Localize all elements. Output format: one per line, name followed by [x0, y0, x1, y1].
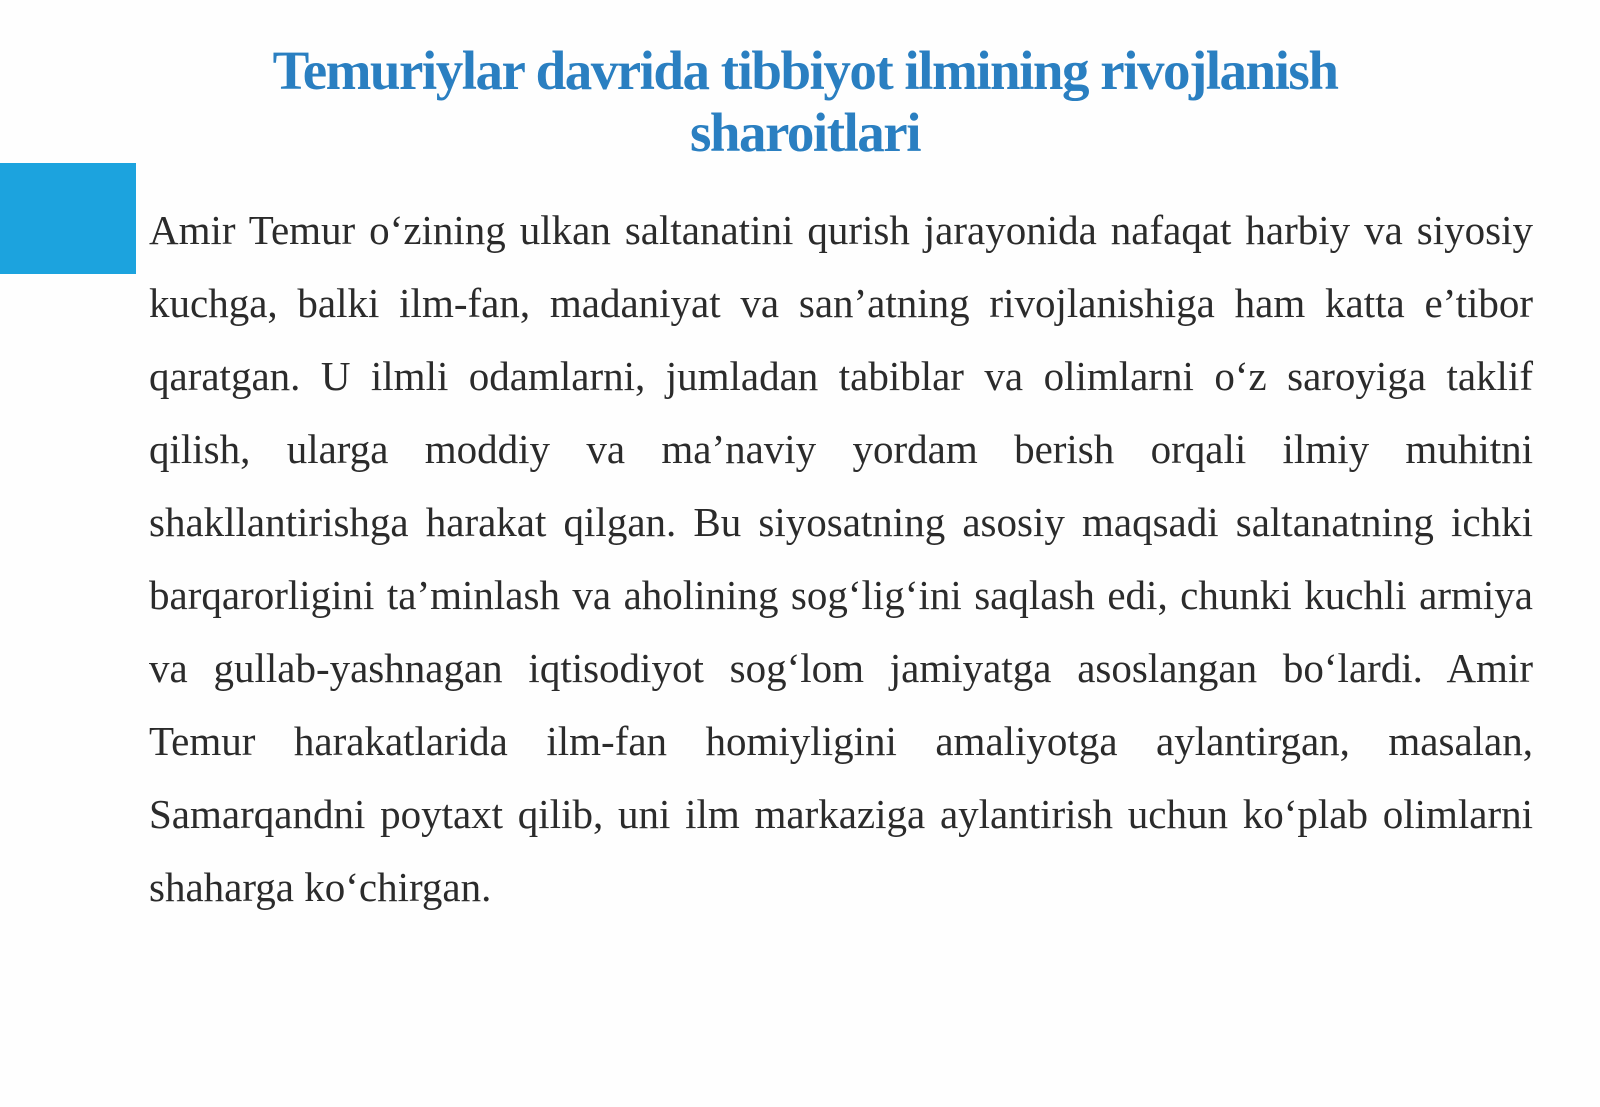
slide-title: Temuriylar davrida tibbiyot ilmining rivojlanish sharoitlari [272, 40, 1338, 163]
accent-block [0, 163, 136, 274]
slide-body-text: Amir Temur o‘zining ulkan saltanatini qurish jarayonida nafaqat harbiy va siyosiy kuchga, balki ilm-fan, madaniyat va san’atning rivojlanishiga ham katta e’tibor qaratgan. U ilmli odamlarni, jumladan tabiblar va olimlarni o‘z saroyiga taklif qilish, ularga moddiy va ma’naviy yordam berish orqali ilmiy muhitni shakllantirishga harakat qilgan. Bu siyosatning asosiy maqsadi saltanatning ichki barqarorligini ta’minlash va aholining sog‘lig‘ini saqlash edi, chunki kuchli armiya va gullab-yashnagan iqtisodiyot sog‘lom jamiyatga asoslangan bo‘lardi. Amir Temur harakatlarida ilm-fan homiyligini amaliyotga aylantirgan, masalan, Samarqandni poytaxt qilib, uni ilm markaziga aylantirish uchun ko‘plab olimlarni shaharga ko‘chirgan. [149, 207, 1533, 910]
